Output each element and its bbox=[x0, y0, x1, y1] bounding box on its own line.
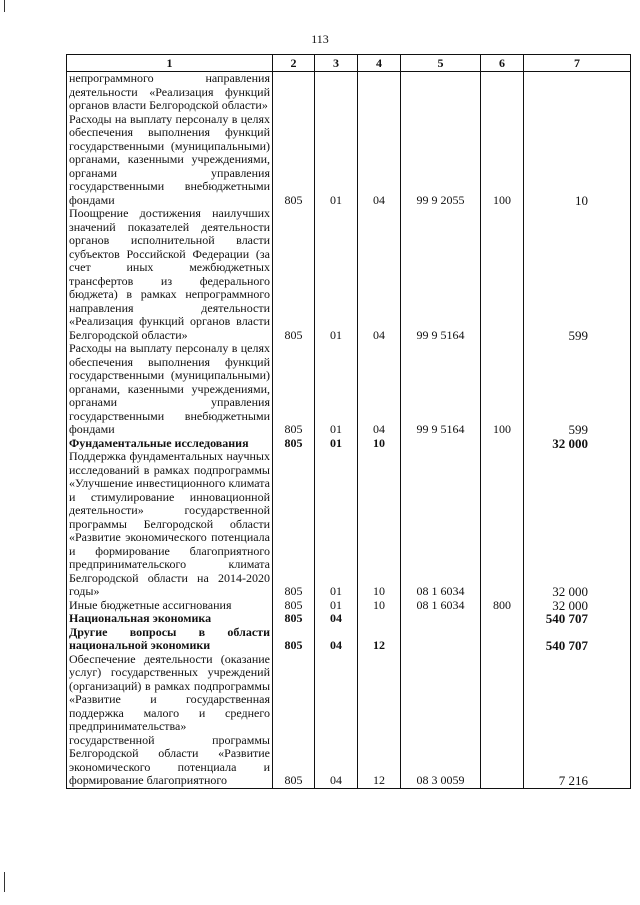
row-amount: 7 216 bbox=[524, 653, 631, 789]
row-section-code: 04 bbox=[315, 626, 358, 653]
row-description: Расходы на выплату персоналу в целях обеспечения выполнения функций государственными (муниципальными) органами, казенными учреждениями, органами управления государственными внебюджетными фондами bbox=[67, 113, 273, 208]
header-col-7: 7 bbox=[524, 55, 631, 72]
page-number: 113 bbox=[311, 32, 329, 46]
row-subsection-code: 12 bbox=[358, 626, 401, 653]
row-ministry-code: 805 bbox=[273, 342, 315, 437]
budget-table bbox=[66, 54, 631, 789]
row-ministry-code: 805 bbox=[273, 653, 315, 789]
row-ministry-code: 805 bbox=[273, 626, 315, 653]
row-subsection-code bbox=[358, 72, 401, 113]
row-expense-type bbox=[481, 626, 524, 653]
margin-mark-bottom bbox=[4, 872, 5, 892]
row-ministry-code: 805 bbox=[273, 113, 315, 208]
row-target-code: 99 9 5164 bbox=[401, 207, 481, 342]
row-expense-type bbox=[481, 450, 524, 599]
row-amount: 599 bbox=[524, 342, 631, 437]
row-subsection-code: 10 bbox=[358, 450, 401, 599]
row-description: Обеспечение деятельности (оказание услуг) государственных учреждений (организаций) в рамках подпрограммы «Развитие и государственная поддержка малого и среднего предпринимательства» государственной программы Белгородской области «Развитие экономического потенциала и формирование благоприятного bbox=[67, 653, 273, 789]
header-col-1: 1 bbox=[67, 55, 273, 72]
row-subsection-code: 04 bbox=[358, 207, 401, 342]
margin-mark-top bbox=[4, 0, 5, 12]
row-ministry-code: 805 bbox=[273, 437, 315, 451]
row-section-code: 01 bbox=[315, 113, 358, 208]
table-row bbox=[67, 437, 631, 451]
row-ministry-code: 805 bbox=[273, 450, 315, 599]
table-row bbox=[67, 612, 631, 626]
row-expense-type: 100 bbox=[481, 113, 524, 208]
row-ministry-code bbox=[273, 72, 315, 113]
row-target-code bbox=[401, 72, 481, 113]
row-subsection-code bbox=[358, 612, 401, 626]
row-amount: 599 bbox=[524, 207, 631, 342]
row-description: Фундаментальные исследования bbox=[67, 437, 273, 451]
header-row bbox=[67, 55, 631, 72]
row-target-code bbox=[401, 626, 481, 653]
row-amount: 32 000 bbox=[524, 599, 631, 613]
row-subsection-code: 04 bbox=[358, 342, 401, 437]
row-amount: 10 bbox=[524, 113, 631, 208]
table-row bbox=[67, 207, 631, 342]
row-subsection-code: 12 bbox=[358, 653, 401, 789]
row-expense-type: 100 bbox=[481, 342, 524, 437]
row-expense-type bbox=[481, 437, 524, 451]
row-description: Другие вопросы в области национальной экономики bbox=[67, 626, 273, 653]
row-section-code: 04 bbox=[315, 612, 358, 626]
row-subsection-code: 10 bbox=[358, 599, 401, 613]
row-section-code: 01 bbox=[315, 599, 358, 613]
table-row bbox=[67, 599, 631, 613]
table-row bbox=[67, 653, 631, 789]
row-section-code: 01 bbox=[315, 207, 358, 342]
row-description: Иные бюджетные ассигнования bbox=[67, 599, 273, 613]
header-col-5: 5 bbox=[401, 55, 481, 72]
row-amount: 32 000 bbox=[524, 450, 631, 599]
row-expense-type bbox=[481, 72, 524, 113]
row-description: Расходы на выплату персоналу в целях обеспечения выполнения функций государственными (муниципальными) органами, казенными учреждениями, органами управления государственными внебюджетными фондами bbox=[67, 342, 273, 437]
row-target-code bbox=[401, 612, 481, 626]
row-expense-type bbox=[481, 653, 524, 789]
row-description: Поощрение достижения наилучших значений показателей деятельности органов исполнительной власти субъектов Российской Федерации (за счет иных межбюджетных трансфертов из федерального бюджета) в рамках непрограммного направления деятельности «Реализация функций органов власти Белгородской области» bbox=[67, 207, 273, 342]
row-expense-type bbox=[481, 612, 524, 626]
header-col-6: 6 bbox=[481, 55, 524, 72]
row-ministry-code: 805 bbox=[273, 599, 315, 613]
table-row bbox=[67, 72, 631, 113]
row-amount: 540 707 bbox=[524, 626, 631, 653]
row-section-code: 01 bbox=[315, 437, 358, 451]
row-section-code: 04 bbox=[315, 653, 358, 789]
row-target-code: 08 3 0059 bbox=[401, 653, 481, 789]
table-row bbox=[67, 450, 631, 599]
row-section-code bbox=[315, 72, 358, 113]
row-target-code: 08 1 6034 bbox=[401, 599, 481, 613]
row-ministry-code: 805 bbox=[273, 207, 315, 342]
row-amount: 32 000 bbox=[524, 437, 631, 451]
row-amount: 540 707 bbox=[524, 612, 631, 626]
row-section-code: 01 bbox=[315, 450, 358, 599]
row-target-code: 99 9 2055 bbox=[401, 113, 481, 208]
row-ministry-code: 805 bbox=[273, 612, 315, 626]
row-target-code: 08 1 6034 bbox=[401, 450, 481, 599]
row-expense-type: 800 bbox=[481, 599, 524, 613]
row-target-code bbox=[401, 437, 481, 451]
table-row bbox=[67, 342, 631, 437]
row-subsection-code: 10 bbox=[358, 437, 401, 451]
row-description: Поддержка фундаментальных научных исследований в рамках подпрограммы «Улучшение инвестиционного климата и стимулирование инновационной деятельности» государственной программы Белгородской области «Развитие экономического потенциала и формирование благоприятного предпринимательского климата Белгородской области на 2014-2020 годы» bbox=[67, 450, 273, 599]
table-row bbox=[67, 113, 631, 208]
row-subsection-code: 04 bbox=[358, 113, 401, 208]
row-description: непрограммного направления деятельности «Реализация функций органов власти Белгородской области» bbox=[67, 72, 273, 113]
header-col-3: 3 bbox=[315, 55, 358, 72]
row-expense-type bbox=[481, 207, 524, 342]
row-amount bbox=[524, 72, 631, 113]
table-row bbox=[67, 626, 631, 653]
header-col-4: 4 bbox=[358, 55, 401, 72]
row-description: Национальная экономика bbox=[67, 612, 273, 626]
header-col-2: 2 bbox=[273, 55, 315, 72]
row-section-code: 01 bbox=[315, 342, 358, 437]
row-target-code: 99 9 5164 bbox=[401, 342, 481, 437]
